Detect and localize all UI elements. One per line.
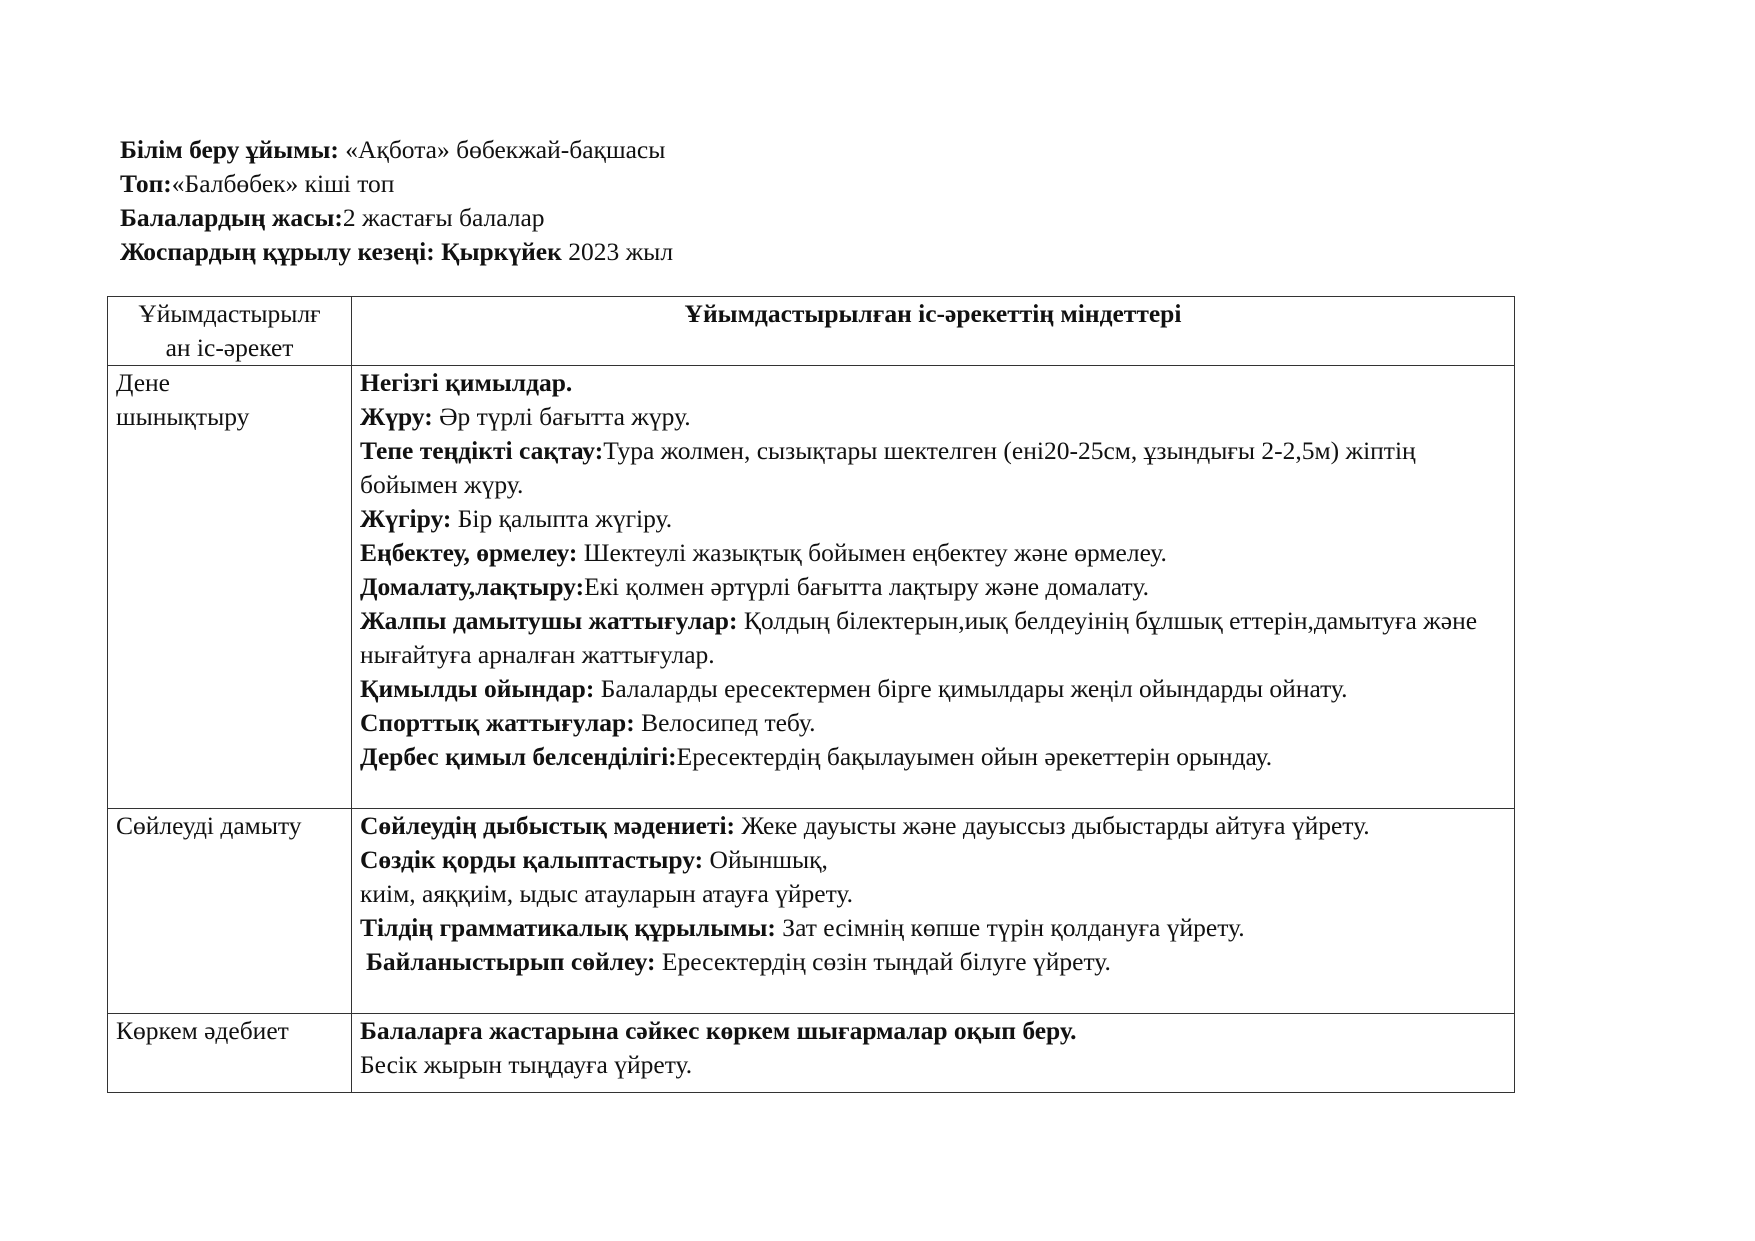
org-value: «Ақбота» бөбекжай-бақшасы [338, 135, 666, 164]
task-text: Велосипед тебу. [634, 708, 816, 737]
period-line [120, 235, 673, 269]
group-line [120, 167, 673, 201]
task-label: Еңбектеу, өрмелеу: [360, 538, 578, 567]
task-label: Балаларға жастарына сәйкес көркем шығармалар оқып беру. [360, 1016, 1077, 1045]
task-label: Байланыстырып сөйлеу: [366, 947, 656, 976]
col1-header [108, 297, 352, 366]
task-text: Ойыншық, [703, 845, 828, 874]
task-text: Тура жолмен, сызықтары шектелген (ені20-25см, ұзындығы 2-2,5м) жіптің бойымен жүру. [360, 436, 1416, 499]
group-label: Топ: [120, 169, 172, 198]
task-text: киім, аяққиім, ыдыс атауларын атауға үйрету. [360, 879, 853, 908]
task-label: Спорттық жаттығулар: [360, 708, 635, 737]
task-label: Сөздік қорды қалыптастыру: [360, 845, 704, 874]
area-cell [108, 809, 352, 1014]
task-item [360, 366, 1506, 400]
task-item [360, 945, 1506, 979]
task-text: Ересектердің сөзін тыңдай білуге үйрету. [655, 947, 1111, 976]
task-item [360, 911, 1506, 945]
task-item [360, 400, 1506, 434]
task-label: Сөйлеудің дыбыстық мәдениеті: [360, 811, 736, 840]
task-text: Ересектердің бақылауымен ойын әрекеттерін орындау. [676, 742, 1273, 771]
task-item [360, 672, 1506, 706]
task-label: Дербес қимыл белсенділігі: [360, 742, 677, 771]
task-item [360, 604, 1506, 672]
plan-table [107, 296, 1515, 1093]
task-item [360, 1014, 1506, 1048]
col1-header-line1: Ұйымдастырылғ [138, 299, 321, 328]
task-item [360, 1048, 1506, 1082]
age-label: Балалардың жасы: [120, 203, 343, 232]
task-label: Тепе теңдікті сақтау: [360, 436, 604, 465]
task-text: Екі қолмен әртүрлі бағытта лақтыру және домалату. [584, 572, 1149, 601]
task-text: Шектеулі жазықтық бойымен еңбектеу және өрмелеу. [577, 538, 1167, 567]
table-row [108, 1014, 1515, 1093]
org-line [120, 133, 673, 167]
task-item [360, 877, 1506, 911]
task-label: Жүгіру: [360, 504, 452, 533]
age-line [120, 201, 673, 235]
table-header-row [108, 297, 1515, 366]
task-text: Балаларды ересектермен бірге қимылдары жеңіл ойындарды ойнату. [594, 674, 1348, 703]
task-text: Әр түрлі бағытта жүру. [432, 402, 691, 431]
task-item [360, 706, 1506, 740]
table-row [108, 809, 1515, 1014]
task-item [360, 809, 1506, 843]
task-label: Домалату,лақтыру: [360, 572, 585, 601]
task-text: Зат есімнің көпше түрін қолдануға үйрету. [775, 913, 1245, 942]
task-text: Қолдың білектерын,иық белдеуінің бұлшық еттерін,дамытуға және нығайтуға арналған жаттығулар. [360, 606, 1478, 669]
task-label: Тілдің грамматикалық құрылымы: [360, 913, 776, 942]
area-line1: Сөйлеуді дамыту [116, 811, 302, 840]
task-item [360, 843, 1506, 877]
task-item [360, 536, 1506, 570]
tasks-cell [352, 366, 1515, 809]
task-item [360, 502, 1506, 536]
task-label: Жүру: [360, 402, 433, 431]
org-label: Білім беру ұйымы: [120, 135, 339, 164]
col2-header: Ұйымдастырылған іс-әрекеттің міндеттері [352, 297, 1515, 366]
task-item [360, 570, 1506, 604]
tasks-cell [352, 1014, 1515, 1093]
task-text: Бір қалыпта жүгіру. [451, 504, 673, 533]
area-cell [108, 366, 352, 809]
period-value: 2023 жыл [561, 237, 674, 266]
task-text: Жеке дауысты және дауыссыз дыбыстарды айтуға үйрету. [735, 811, 1370, 840]
task-text: Бесік жырын тыңдауға үйрету. [360, 1050, 693, 1079]
group-value: «Балбөбек» кіші топ [171, 169, 395, 198]
document-header [120, 133, 673, 269]
task-item [360, 434, 1506, 502]
area-cell [108, 1014, 352, 1093]
area-line1: Дене [116, 368, 170, 397]
age-value: 2 жастағы балалар [342, 203, 545, 232]
area-line1: Көркем әдебиет [116, 1016, 289, 1045]
period-label: Жоспардың құрылу кезеңі: Қыркүйек [120, 237, 562, 266]
area-line2: шынықтыру [116, 402, 250, 431]
task-label: Қимылды ойындар: [360, 674, 595, 703]
task-item [360, 740, 1506, 774]
task-label: Негізгі қимылдар. [360, 368, 573, 397]
task-label: Жалпы дамытушы жаттығулар: [360, 606, 738, 635]
col1-header-line2: ан іс-әрекет [165, 333, 294, 362]
table-row [108, 366, 1515, 809]
tasks-cell [352, 809, 1515, 1014]
